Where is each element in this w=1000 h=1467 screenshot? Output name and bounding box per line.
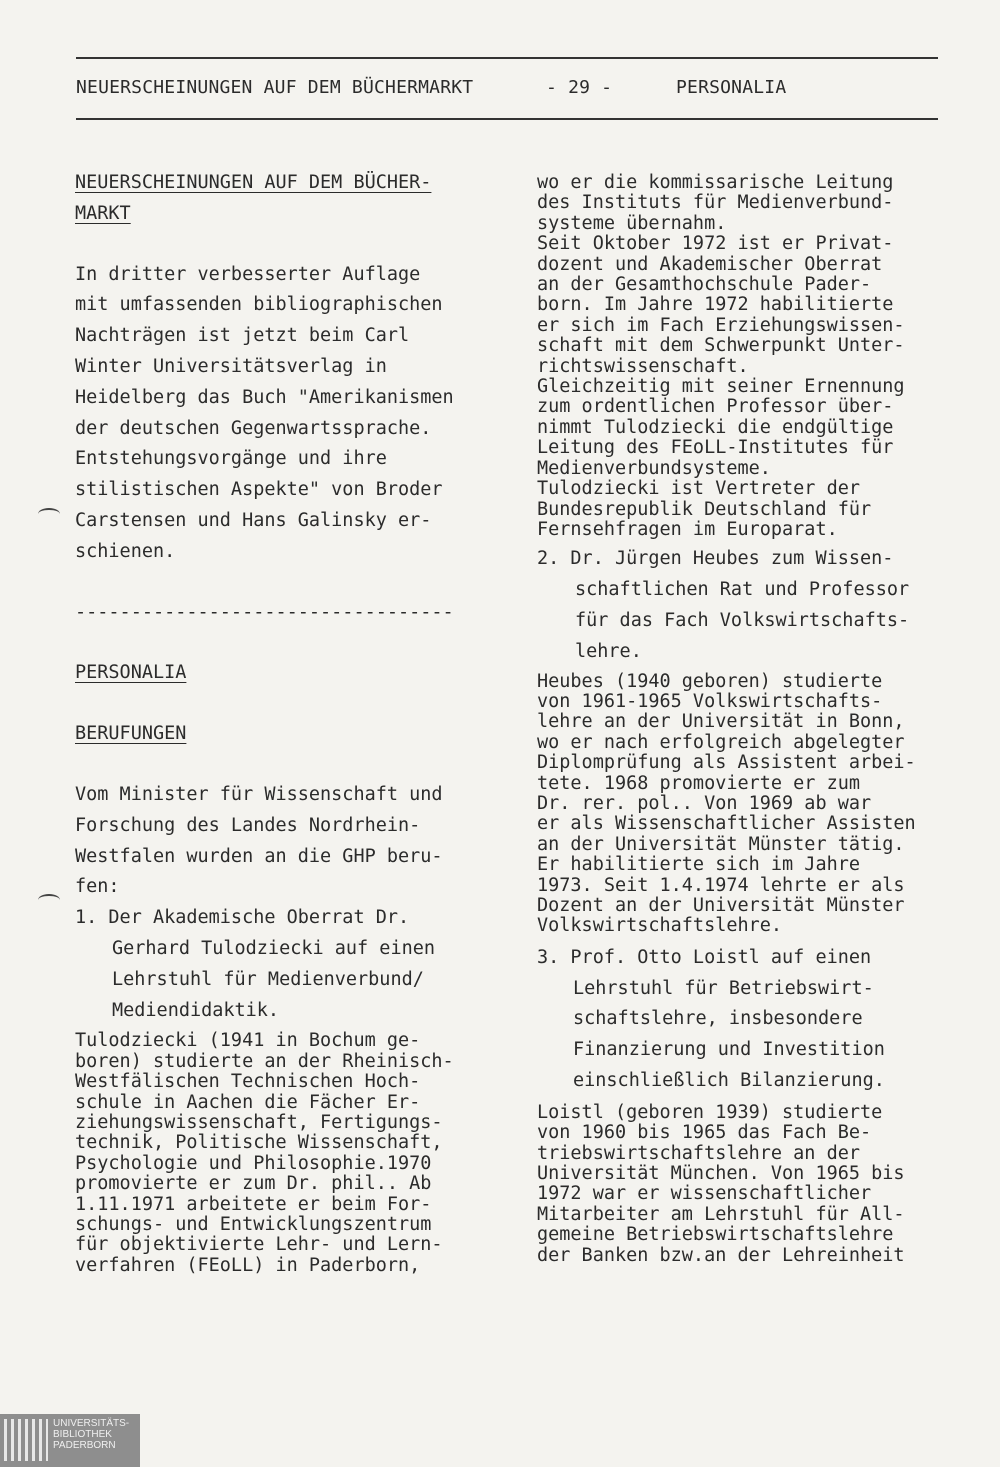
- text-line: verfahren (FEoLL) in Paderborn,: [75, 1254, 421, 1276]
- logo-line: BIBLIOTHEK: [53, 1429, 112, 1440]
- text-line: promovierte er zum Dr. phil.. Ab: [75, 1173, 432, 1195]
- scan-mark: [38, 508, 60, 520]
- text-line: born. Im Jahre 1972 habilitierte: [537, 294, 894, 316]
- text-line: lehre an der Universität in Bonn,: [537, 711, 905, 733]
- intro-paragraph: [75, 780, 515, 903]
- text-line: stilistischen Aspekte" von Broder: [75, 479, 443, 501]
- bio-loistl: [537, 1103, 957, 1266]
- text-line: der Banken bzw.an der Lehreinheit: [537, 1244, 905, 1266]
- text-line: schaftslehre, insbesondere: [573, 1008, 863, 1030]
- text-line: 1972 war er wissenschaftlicher: [537, 1183, 872, 1205]
- bio-heubes: [537, 672, 957, 937]
- text-line: ziehungswissenschaft, Fertigungs-: [75, 1111, 443, 1133]
- logo-line: PADERBORN: [53, 1440, 116, 1451]
- text-line: Universität München. Von 1965 bis: [537, 1162, 905, 1184]
- text-line: der deutschen Gegenwartssprache.: [75, 417, 432, 439]
- text-line: 1.11.1971 arbeitete er beim For-: [75, 1193, 432, 1215]
- text-line: 1. Der Akademische Oberrat Dr.: [75, 907, 410, 929]
- text-line: dozent und Akademischer Oberrat: [537, 253, 883, 275]
- scan-mark: [38, 894, 60, 906]
- text-line: lehre.: [575, 640, 642, 662]
- text-line: Dozent an der Universität Münster: [537, 894, 905, 916]
- text-line: an der Gesamthochschule Pader-: [537, 274, 872, 296]
- logo-line: UNIVERSITÄTS-: [53, 1418, 130, 1429]
- section-divider: ----------------------------------: [75, 601, 454, 623]
- text-line: Vom Minister für Wissenschaft und: [75, 783, 443, 805]
- text-line: Entstehungsvorgänge und ihre: [75, 448, 387, 470]
- text-line: einschließlich Bilanzierung.: [573, 1069, 885, 1091]
- text-line: 1973. Seit 1.4.1974 lehrte er als: [537, 874, 905, 896]
- text-line: mit umfassenden bibliographischen: [75, 294, 443, 316]
- section-heading-books: [75, 168, 515, 230]
- text-line: er als Wissenschaftlicher Assisten: [537, 813, 916, 835]
- text-line: Psychologie und Philosophie.1970: [75, 1152, 432, 1174]
- text-line: Dr. rer. pol.. Von 1969 ab war: [537, 792, 872, 814]
- section-heading-personalia: PERSONALIA: [75, 662, 187, 684]
- text-line: Gleichzeitig mit seiner Ernennung: [537, 376, 905, 398]
- heading-line: MARKT: [75, 202, 131, 224]
- text-line: Tulodziecki (1941 in Bochum ge-: [75, 1030, 421, 1052]
- text-line: Volkswirtschaftslehre.: [537, 915, 783, 937]
- text-line: fen:: [75, 876, 120, 898]
- text-line: boren) studierte an der Rheinisch-: [75, 1050, 454, 1072]
- text-line: Forschung des Landes Nordrhein-: [75, 814, 421, 836]
- list-item-1: [75, 903, 515, 1026]
- text-line: richtswissenschaft.: [537, 355, 749, 377]
- text-line: Fernsehfragen im Europarat.: [537, 518, 838, 540]
- text-line: 3. Prof. Otto Loistl auf einen: [537, 946, 872, 968]
- text-line: Winter Universitätsverlag in: [75, 355, 387, 377]
- text-line: von 1960 bis 1965 das Fach Be-: [537, 1122, 872, 1144]
- bio-tulodziecki: [75, 1031, 515, 1276]
- text-line: schaft mit dem Schwerpunkt Unter-: [537, 335, 905, 357]
- text-line: technik, Politische Wissenschaft,: [75, 1132, 443, 1154]
- header-section-title: NEUERSCHEINUNGEN AUF DEM BÜCHERMARKT: [76, 77, 474, 98]
- text-line: Er habilitierte sich im Jahre: [537, 854, 861, 876]
- text-line: Westfalen wurden an die GHP beru-: [75, 845, 443, 867]
- page-number: - 29 -: [546, 77, 613, 98]
- list-item-2: [537, 544, 957, 667]
- text-line: Diplomprüfung als Assistent arbei-: [537, 752, 916, 774]
- list-item-3: [537, 943, 957, 1097]
- text-line: an der Universität Münster tätig.: [537, 833, 905, 855]
- text-line: schule in Aachen die Fächer Er-: [75, 1091, 421, 1113]
- text-line: 2. Dr. Jürgen Heubes zum Wissen-: [537, 548, 894, 570]
- text-line: tete. 1968 promovierte er zum: [537, 772, 861, 794]
- text-line: des Instituts für Medienverbund-: [537, 192, 894, 214]
- library-logo-bars-icon: [4, 1419, 48, 1461]
- text-line: Finanzierung und Investition: [573, 1039, 885, 1061]
- text-line: wo er nach erfolgreich abgelegter: [537, 731, 905, 753]
- text-line: nimmt Tulodziecki die endgültige: [537, 416, 894, 438]
- text-line: Gerhard Tulodziecki auf einen: [112, 937, 436, 959]
- header-top-rule: [76, 57, 938, 59]
- header-section-right: PERSONALIA: [676, 77, 787, 98]
- text-line: für das Fach Volkswirtschafts-: [575, 609, 910, 631]
- text-line: Lehrstuhl für Betriebswirt-: [573, 977, 874, 999]
- text-line: schienen.: [75, 540, 176, 562]
- heading-line: NEUERSCHEINUNGEN AUF DEM BÜCHER-: [75, 172, 432, 193]
- text-line: Medienverbundsysteme.: [537, 457, 771, 479]
- header-bottom-rule: [76, 118, 938, 120]
- text-line: Mediendidaktik.: [112, 999, 280, 1021]
- text-line: Carstensen und Hans Galinsky er-: [75, 509, 432, 531]
- text-line: wo er die kommissarische Leitung: [537, 172, 894, 193]
- text-line: Mitarbeiter am Lehrstuhl für All-: [537, 1203, 905, 1225]
- text-line: von 1961-1965 Volkswirtschafts-: [537, 690, 883, 712]
- text-line: Nachträgen ist jetzt beim Carl: [75, 325, 410, 347]
- text-line: zum ordentlichen Professor über-: [537, 396, 894, 418]
- text-line: triebswirtschaftslehre an der: [537, 1142, 861, 1164]
- text-line: systeme übernahm.: [537, 212, 727, 234]
- left-column: [75, 168, 515, 1276]
- books-paragraph: [75, 260, 515, 568]
- text-line: schaftlichen Rat und Professor: [575, 579, 910, 601]
- text-line: Heidelberg das Buch "Amerikanismen: [75, 386, 454, 408]
- text-line: schungs- und Entwicklungszentrum: [75, 1213, 432, 1235]
- subsection-heading-berufungen: BERUFUNGEN: [75, 723, 187, 745]
- text-line: Heubes (1940 geboren) studierte: [537, 670, 883, 692]
- right-column: [537, 173, 957, 1266]
- text-line: In dritter verbesserter Auflage: [75, 263, 421, 285]
- library-logo-text: [53, 1418, 129, 1451]
- text-line: für objektivierte Lehr- und Lern-: [75, 1234, 443, 1256]
- text-line: Bundesrepublik Deutschland für: [537, 498, 872, 520]
- text-line: Leitung des FEoLL-Institutes für: [537, 437, 894, 459]
- text-line: Westfälischen Technischen Hoch-: [75, 1071, 421, 1093]
- text-line: gemeine Betriebswirtschaftslehre: [537, 1224, 894, 1246]
- text-line: Loistl (geboren 1939) studierte: [537, 1101, 883, 1123]
- text-line: er sich im Fach Erziehungswissen-: [537, 314, 905, 336]
- bio-tulodziecki-continued: [537, 173, 957, 540]
- library-logo: [0, 1414, 140, 1467]
- text-line: Lehrstuhl für Medienverbund/: [112, 968, 424, 990]
- text-line: Seit Oktober 1972 ist er Privat-: [537, 233, 894, 255]
- text-line: Tulodziecki ist Vertreter der: [537, 478, 861, 500]
